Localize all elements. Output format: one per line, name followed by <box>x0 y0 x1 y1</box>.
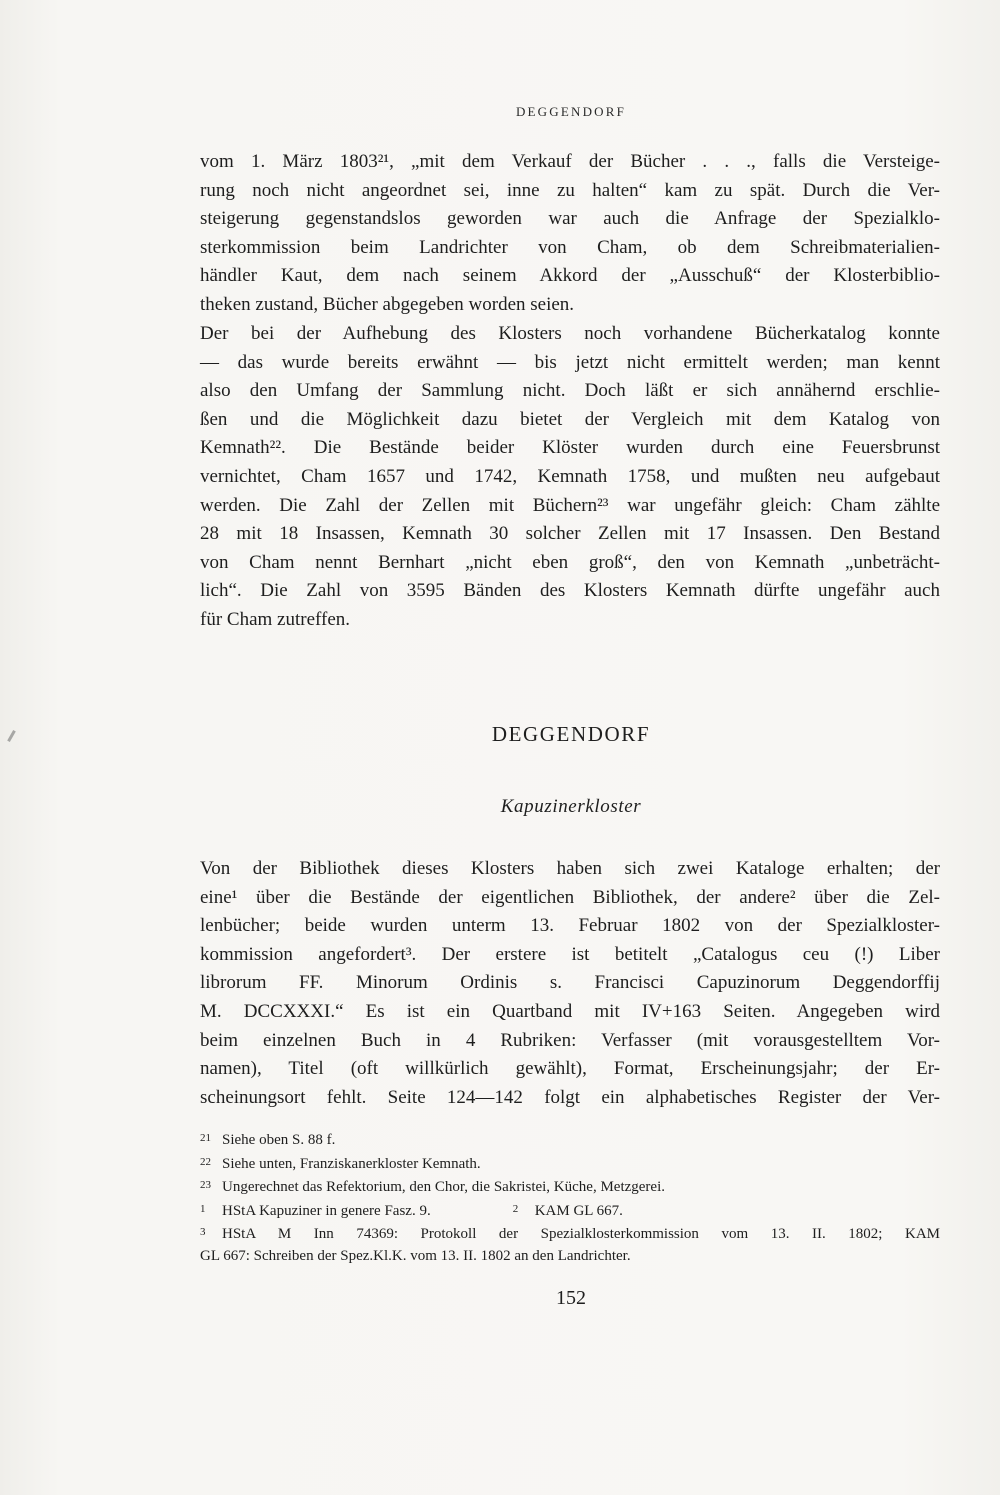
footnote-mark: 1 <box>200 1202 206 1215</box>
text-line: — das wurde bereits erwähnt — bis jetzt nicht ermittelt werden; man kennt <box>200 351 940 373</box>
paragraph-1 <box>200 148 940 320</box>
text-line: also den Umfang der Sammlung nicht. Doch läßt er sich annähernd erschlie- <box>200 380 940 402</box>
text-line: kommission angefordert³. Der erstere ist betitelt „Catalogus ceu (!) Liber <box>200 943 940 965</box>
text-line: händler Kaut, dem nach seinem Akkord der „Ausschuß“ der Klosterbiblio- <box>200 265 940 287</box>
footnote-text: Siehe unten, Franziskanerkloster Kemnath. <box>222 1155 481 1172</box>
text-line: Der bei der Aufhebung des Klosters noch vorhandene Bücherkatalog konnte <box>200 323 940 344</box>
text-line: Kemnath²². Die Bestände beider Klöster wurden durch eine Feuersbrunst <box>200 437 940 459</box>
text-line: von Cham nennt Bernhart „nicht eben groß“, den von Kemnath „unbeträcht- <box>200 551 940 573</box>
text-line: Von der Bibliothek dieses Klosters haben sich zwei Kataloge erhalten; der <box>200 858 940 879</box>
text-line: lich“. Die Zahl von 3595 Bänden des Klosters Kemnath dürfte ungefähr auch <box>200 580 940 602</box>
paragraph-3 <box>200 855 940 1112</box>
text-line: sterkommission beim Landrichter von Cham, ob dem Schreibmaterialien- <box>200 236 940 258</box>
footnote-21 <box>200 1128 940 1152</box>
running-head: DEGGENDORF <box>515 104 627 119</box>
text-line: rung noch nicht angeordnet sei, inne zu halten“ kam zu spät. Durch die Ver- <box>200 179 940 201</box>
footnote-mark: 22 <box>200 1155 211 1168</box>
text-line: librorum FF. Minorum Ordinis s. Francisci Capuzinorum Deggendorffij <box>200 972 940 994</box>
footnote-23 <box>200 1175 940 1199</box>
footnote-text: Siehe oben S. 88 f. <box>222 1132 336 1148</box>
text-line: ßen und die Möglichkeit dazu bietet der Vergleich mit dem Katalog von <box>200 408 940 430</box>
text-line: 28 mit 18 Insassen, Kemnath 30 solcher Zellen mit 17 Insassen. Den Bestand <box>200 523 940 545</box>
text-line: werden. Die Zahl der Zellen mit Büchern²³ war ungefähr gleich: Cham zählte <box>200 494 940 516</box>
footnote-1-2 <box>200 1199 940 1223</box>
footnote-mark: 2 <box>512 1202 519 1215</box>
text-line: beim einzelnen Buch in 4 Rubriken: Verfasser (mit vorausgestelltem Vor- <box>200 1029 940 1051</box>
text-line: steigerung gegenstandslos geworden war auch die Anfrage der Spezialklo- <box>200 208 940 230</box>
footnote-text: HStA M Inn 74369: Protokoll der Spezialklosterkommission vom 13. II. 1802; KAM <box>222 1226 940 1242</box>
text-line: theken zustand, Bücher abgegeben worden seien. <box>200 293 575 315</box>
page-number: 152 <box>556 1287 586 1309</box>
footnote-mark: 21 <box>200 1132 211 1144</box>
footnotes <box>200 1128 940 1267</box>
footnote-22 <box>200 1152 940 1176</box>
footnote-mark: 23 <box>200 1179 211 1191</box>
paragraph-2 <box>200 320 940 635</box>
footnote-mark: 3 <box>200 1226 206 1238</box>
text-line: für Cham zutreffen. <box>200 608 351 630</box>
text-line: M. DCCXXXI.“ Es ist ein Quartband mit IV+163 Seiten. Angegeben wird <box>200 1000 940 1022</box>
footnote-text: KAM GL 667. <box>534 1202 623 1219</box>
footnote-3 <box>200 1222 940 1246</box>
text-line: vernichtet, Cham 1657 und 1742, Kemnath 1758, und mußten neu aufgebaut <box>200 465 940 487</box>
text-line: vom 1. März 1803²¹, „mit dem Verkauf der Bücher . . ., falls die Versteige- <box>200 151 940 172</box>
footnote-text: Ungerechnet das Refektorium, den Chor, die Sakristei, Küche, Metzgerei. <box>222 1179 666 1195</box>
text-line: scheinungsort fehlt. Seite 124—142 folgt ein alphabetisches Register der Ver- <box>200 1086 940 1108</box>
footnote-text: HStA Kapuziner in genere Fasz. 9. <box>222 1202 431 1219</box>
text-line: eine¹ über die Bestände der eigentlichen Bibliothek, der andere² über die Zel- <box>200 886 940 908</box>
text-line: lenbücher; beide wurden unterm 13. Februar 1802 von der Spezialkloster- <box>200 915 940 937</box>
text-line: namen), Titel (oft willkürlich gewählt), Format, Erscheinungsjahr; der Er- <box>200 1058 940 1080</box>
section-heading: DEGGENDORF <box>491 722 651 746</box>
section-subheading: Kapuzinerkloster <box>500 796 642 817</box>
footnote-3-continuation: GL 667: Schreiben der Spez.Kl.K. vom 13. II. 1802 an den Landrichter. <box>200 1247 631 1264</box>
